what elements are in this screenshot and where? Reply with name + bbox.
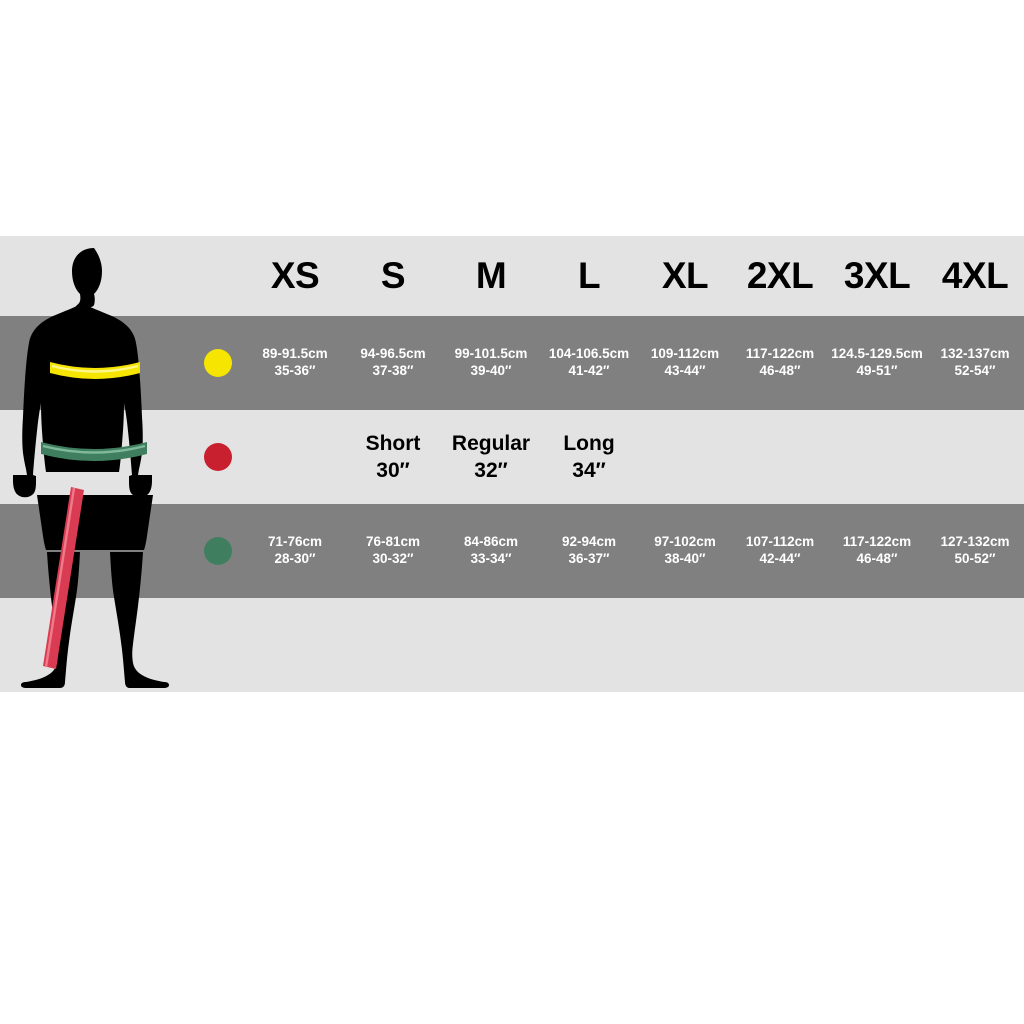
cell-inseam-xs: 71-76cm 28-30″ [246,504,344,598]
spacer-cell [190,598,246,692]
cell-leglength-2xl [732,410,828,504]
cell-leglength-l: Long 34″ [540,410,638,504]
cell-chest-xs: 89-91.5cm 35-36″ [246,316,344,410]
cell-chest-s: 94-96.5cm 37-38″ [344,316,442,410]
cell-chest-4xl: 132-137cm 52-54″ [926,316,1024,410]
column-header-xl: XL [638,236,732,316]
cell-inseam-s: 76-81cm 30-32″ [344,504,442,598]
size-chart-grid [0,236,1024,692]
column-header-2xl: 2XL [732,236,828,316]
figure-cell [0,410,190,504]
spacer-cell [344,598,442,692]
cell-inseam-l: 92-94cm 36-37″ [540,504,638,598]
column-header-s: S [344,236,442,316]
cell-chest-2xl: 117-122cm 46-48″ [732,316,828,410]
column-header-xs: XS [246,236,344,316]
spacer-cell [540,598,638,692]
cell-inseam-3xl: 117-122cm 46-48″ [828,504,926,598]
waist-marker-icon [204,443,232,471]
figure-cell [0,598,190,692]
cell-inseam-xl: 97-102cm 38-40″ [638,504,732,598]
spacer-cell [246,598,344,692]
cell-chest-l: 104-106.5cm 41-42″ [540,316,638,410]
spacer-cell [638,598,732,692]
marker-cell-waist [190,410,246,504]
cell-leglength-s: Short 30″ [344,410,442,504]
spacer-cell [926,598,1024,692]
size-chart [0,236,1024,692]
column-header-l: L [540,236,638,316]
column-header-3xl: 3XL [828,236,926,316]
marker-cell-inseam [190,504,246,598]
figure-cell [0,236,190,316]
cell-leglength-xl [638,410,732,504]
cell-leglength-xs [246,410,344,504]
cell-chest-3xl: 124.5-129.5cm 49-51″ [828,316,926,410]
cell-chest-m: 99-101.5cm 39-40″ [442,316,540,410]
spacer-cell [732,598,828,692]
cell-chest-xl: 109-112cm 43-44″ [638,316,732,410]
cell-leglength-m: Regular 32″ [442,410,540,504]
inseam-marker-icon [204,537,232,565]
column-header-4xl: 4XL [926,236,1024,316]
spacer-cell [828,598,926,692]
cell-inseam-4xl: 127-132cm 50-52″ [926,504,1024,598]
cell-leglength-4xl [926,410,1024,504]
chest-marker-icon [204,349,232,377]
cell-leglength-3xl [828,410,926,504]
cell-inseam-2xl: 107-112cm 42-44″ [732,504,828,598]
marker-cell-chest [190,316,246,410]
spacer-cell [442,598,540,692]
marker-header-cell [190,236,246,316]
figure-cell [0,504,190,598]
column-header-m: M [442,236,540,316]
cell-inseam-m: 84-86cm 33-34″ [442,504,540,598]
figure-cell [0,316,190,410]
